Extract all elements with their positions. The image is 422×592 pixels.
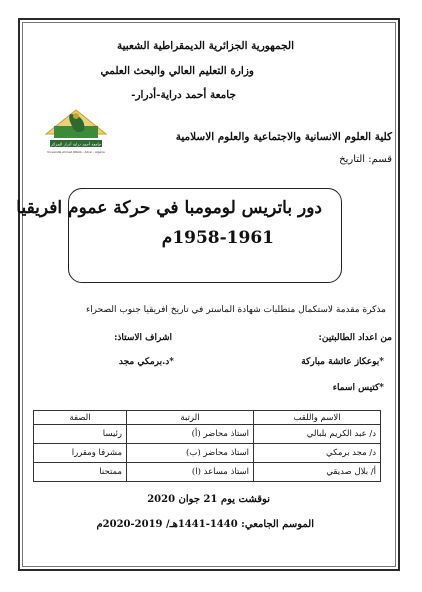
memo-text: مذكرة مقدمة لاستكمال متطلبات شهادة الماستر في تاريخ افريقيا جنوب الصحراء	[85, 305, 386, 315]
header-rank: الرتبة	[127, 411, 254, 425]
committee-header-row	[34, 411, 381, 425]
member-role: مشرفا ومقررا	[34, 444, 127, 463]
student-1: *بوعكاز عائشة مباركة	[301, 357, 384, 367]
prepared-by-label: من اعداد الطالبتين:	[318, 333, 392, 343]
member-role: ممتحنا	[34, 463, 127, 482]
thesis-title-line2: 1958-1961م	[161, 228, 274, 248]
header-name: الاسم واللقب	[254, 411, 381, 425]
supervisor-name: *د.برمكي مجد	[118, 357, 174, 367]
header-role: الصفة	[34, 411, 127, 425]
member-name: د/ مجد برمكي	[254, 444, 381, 463]
member-rank: استاذ محاضر (أ)	[127, 425, 254, 444]
university-line: جامعة أحمد دراية-أدرار-	[131, 89, 236, 101]
supervisor-label: اشراف الاستاذ:	[114, 333, 172, 343]
member-name: د/ عبد الكريم بلبالي	[254, 425, 381, 444]
table-row	[34, 425, 381, 444]
logo-caption-latin: Université Ahmed DRAIA - Adrar - Algérie	[47, 150, 105, 154]
member-rank: استاذ مساعد (ا)	[127, 463, 254, 482]
university-logo	[40, 104, 112, 156]
defense-date: نوقشت يوم 21 جوان 2020	[147, 494, 270, 505]
member-role: رئيسا	[34, 425, 127, 444]
table-row	[34, 444, 381, 463]
member-name: أ/ بلال صديقي	[254, 463, 381, 482]
committee-table	[33, 410, 381, 482]
table-row	[34, 463, 381, 482]
academic-year: الموسم الجامعي: 1440-1441هـ/ 2019-2020م	[96, 519, 314, 530]
ministry-line: وزارة التعليم العالي والبحث العلمي	[100, 65, 254, 77]
republic-line: الجمهورية الجزائرية الديمقراطية الشعبية	[116, 40, 294, 52]
logo-caption: جامعة أحمد دراية أدرار الجزائر	[50, 141, 102, 147]
faculty-line: كلية العلوم الانسانية والاجتماعية والعلوم الاسلامية	[175, 131, 392, 143]
department-line: قسم: التاريخ	[339, 154, 392, 165]
student-2: *كتيس اسماء	[332, 383, 384, 393]
member-rank: استاذ محاضر (ب)	[127, 444, 254, 463]
thesis-title-line1: دور باتريس لومومبا في حركة عموم افريقيا	[16, 198, 322, 218]
